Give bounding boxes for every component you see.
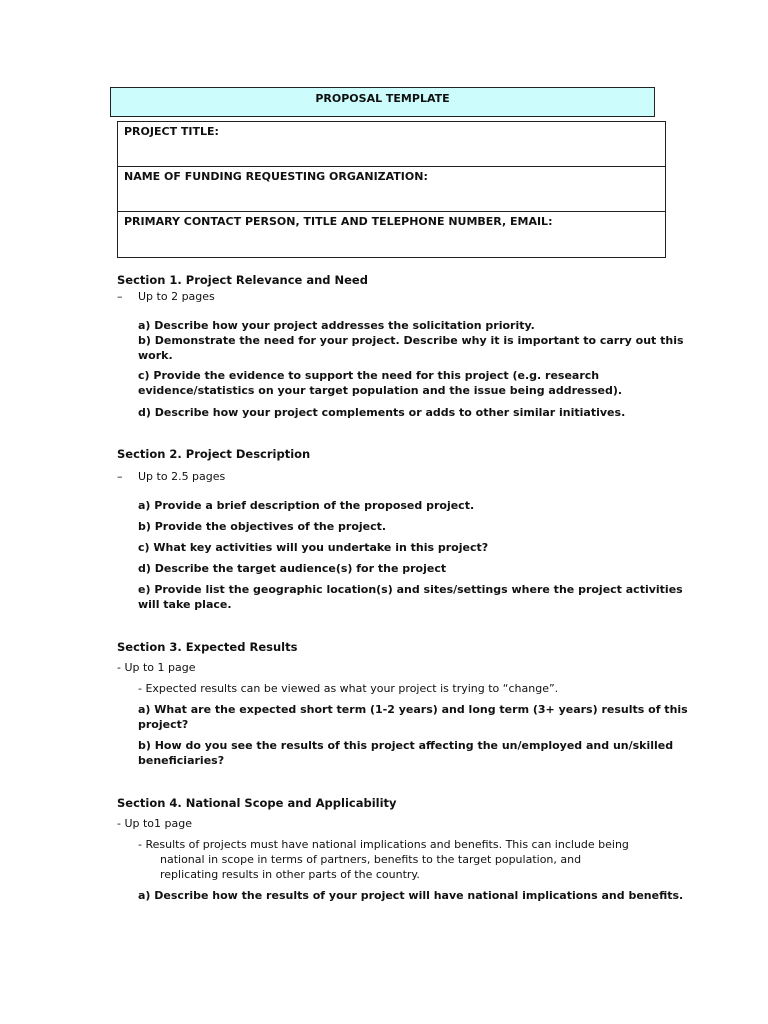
section-3-item-b-cont: beneficiaries? <box>138 754 225 767</box>
section-3-pages: - Up to 1 page <box>117 661 196 674</box>
section-2-item-b: b) Provide the objectives of the project. <box>138 520 387 533</box>
section-1-dash: – <box>117 290 123 303</box>
section-3-title: Section 3. Expected Results <box>117 640 298 654</box>
section-1-title: Section 1. Project Relevance and Need <box>117 273 368 287</box>
section-4-note-line-3: replicating results in other parts of the country. <box>160 868 420 881</box>
contact-person-field: PRIMARY CONTACT PERSON, TITLE AND TELEPHONE NUMBER, EMAIL: <box>124 215 553 228</box>
section-1-item-b: b) Demonstrate the need for your project. Describe why it is important to carry out this <box>138 334 684 347</box>
section-2-item-d: d) Describe the target audience(s) for the project <box>138 562 447 575</box>
section-1-item-d: d) Describe how your project complements or adds to other similar initiatives. <box>138 406 626 419</box>
proposal-template-title: PROPOSAL TEMPLATE <box>110 87 655 117</box>
section-2-pages: Up to 2.5 pages <box>138 470 226 483</box>
section-4-item-a: a) Describe how the results of your project will have national implications and benefits. <box>138 889 684 902</box>
section-1-item-b-cont: work. <box>138 349 173 362</box>
section-1-item-c: c) Provide the evidence to support the need for this project (e.g. research <box>138 369 600 382</box>
form-table <box>117 121 666 258</box>
section-1-item-c-cont: evidence/statistics on your target population and the issue being addressed). <box>138 384 623 397</box>
section-3-note: - Expected results can be viewed as what your project is trying to “change”. <box>138 682 559 695</box>
section-2-title: Section 2. Project Description <box>117 447 311 461</box>
section-3-item-a: a) What are the expected short term (1-2 years) and long term (3+ years) results of this <box>138 703 688 716</box>
section-2-dash: – <box>117 470 123 483</box>
section-4-note: - Results of projects must have national implications and benefits. This can include being <box>138 838 629 851</box>
section-1-pages: Up to 2 pages <box>138 290 215 303</box>
section-3-item-b: b) How do you see the results of this project affecting the un/employed and un/skilled <box>138 739 674 752</box>
section-2-item-c: c) What key activities will you undertake in this project? <box>138 541 489 554</box>
project-title-field: PROJECT TITLE: <box>118 122 665 167</box>
section-4-note-line-2: national in scope in terms of partners, benefits to the target population, and <box>160 853 582 866</box>
section-2-item-a: a) Provide a brief description of the proposed project. <box>138 499 475 512</box>
section-4-title: Section 4. National Scope and Applicability <box>117 796 397 810</box>
section-1-item-a: a) Describe how your project addresses the solicitation priority. <box>138 319 535 332</box>
organization-name-field: NAME OF FUNDING REQUESTING ORGANIZATION: <box>118 167 665 212</box>
section-2-item-e-cont: will take place. <box>138 598 232 611</box>
section-4-pages: - Up to1 page <box>117 817 193 830</box>
section-2-item-e: e) Provide list the geographic location(s) and sites/settings where the project activities <box>138 583 683 596</box>
section-3-item-a-cont: project? <box>138 718 189 731</box>
